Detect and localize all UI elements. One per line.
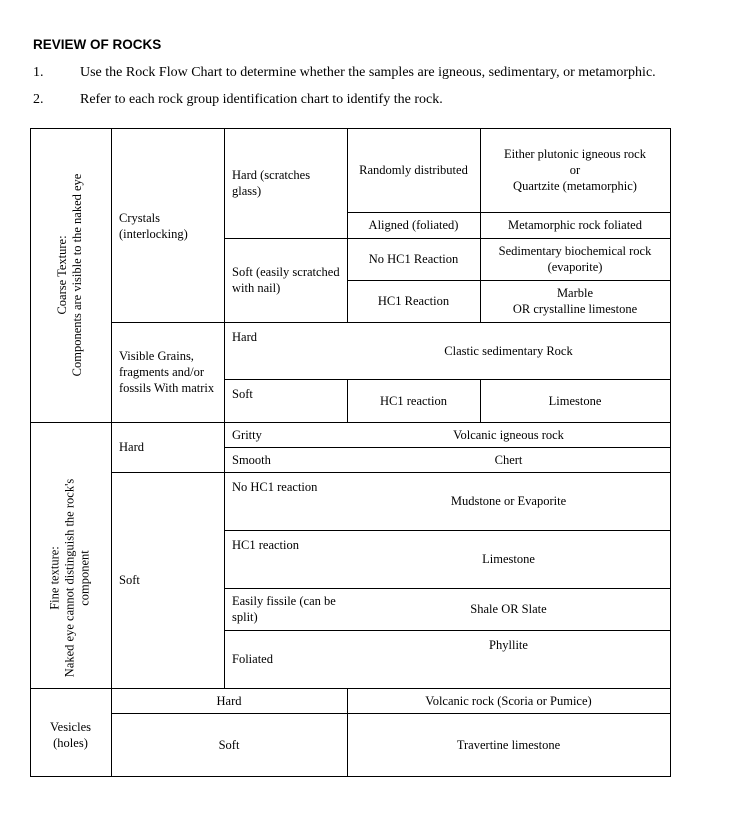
meta-foliated-label: Metamorphic rock foliated bbox=[508, 218, 642, 232]
no-hcl-label: No HC1 Reaction bbox=[368, 252, 459, 266]
vesicles-soft-cell bbox=[111, 713, 347, 776]
no-hcl-cell bbox=[347, 238, 480, 280]
grid-line bbox=[30, 776, 671, 777]
meta-foliated-cell bbox=[480, 212, 670, 238]
limestone-cell bbox=[480, 379, 670, 422]
volcanic-igneous-cell bbox=[347, 422, 670, 447]
chert-label: Chert bbox=[494, 452, 523, 467]
volcanic-rock-cell bbox=[347, 688, 670, 713]
fine-hard-cell bbox=[111, 422, 224, 472]
grains-soft-cell bbox=[224, 379, 347, 422]
vesicles-hard-label: Hard bbox=[216, 693, 242, 708]
smooth-cell bbox=[224, 447, 347, 472]
crystals-soft-cell bbox=[224, 238, 347, 322]
fine-soft-label: Soft bbox=[119, 573, 140, 587]
grid-line bbox=[670, 128, 671, 777]
random-cell bbox=[347, 128, 480, 212]
fine-limestone-cell bbox=[347, 530, 670, 588]
phyllite-label: Phyllite bbox=[489, 638, 528, 652]
crystals-soft-label: Soft (easily scratched with nail) bbox=[232, 265, 340, 295]
grains-hcl-label: HC1 reaction bbox=[380, 393, 447, 408]
page-title: REVIEW OF ROCKS bbox=[33, 37, 162, 52]
grains-hard-label: Hard bbox=[232, 330, 257, 344]
limestone-label: Limestone bbox=[548, 393, 602, 408]
instruction-number: 1. bbox=[33, 65, 44, 80]
coarse-texture-label bbox=[55, 174, 85, 377]
instruction-text: Use the Rock Flow Chart to determine whether the samples are igneous, sedimentary, or metamorphic. bbox=[80, 65, 656, 80]
fine-hcl-cell bbox=[224, 530, 347, 588]
random-label: Randomly distributed bbox=[359, 163, 468, 177]
quartzite-label: Quartzite (metamorphic) bbox=[513, 179, 637, 193]
plutonic-label: Either plutonic igneous rock bbox=[504, 147, 646, 161]
vesicles-soft-label: Soft bbox=[218, 737, 240, 752]
foliated-cell bbox=[224, 630, 347, 688]
sed-biochem-label: Sedimentary biochemical rock (evaporite) bbox=[498, 244, 652, 274]
grains-soft-label: Soft bbox=[232, 387, 253, 401]
plutonic-or: or bbox=[569, 163, 581, 177]
fine-texture-desc-2: component bbox=[77, 550, 92, 606]
shale-label: Shale OR Slate bbox=[470, 602, 547, 616]
aligned-cell bbox=[347, 212, 480, 238]
crystals-label: Crystals (interlocking) bbox=[119, 210, 188, 241]
crystals-hard-cell bbox=[224, 128, 347, 238]
clastic-cell bbox=[347, 322, 670, 379]
mudstone-label: Mudstone or Evaporite bbox=[450, 494, 567, 508]
plutonic-cell bbox=[480, 128, 670, 212]
coarse-texture-desc: Components are visible to the naked eye bbox=[70, 173, 84, 377]
coarse-texture-title: Coarse Texture: bbox=[55, 235, 69, 315]
smooth-label: Smooth bbox=[232, 452, 271, 467]
vesicles-cell bbox=[30, 688, 111, 776]
clastic-label: Clastic sedimentary Rock bbox=[444, 343, 573, 358]
fine-texture-label bbox=[48, 479, 93, 677]
marble-label: Marble bbox=[556, 286, 594, 300]
fine-hard-label: Hard bbox=[119, 440, 144, 454]
crystals-hard-label: Hard (scratches glass) bbox=[232, 168, 311, 198]
fine-texture-desc: Naked eye cannot distinguish the rock's bbox=[62, 478, 77, 678]
fine-hcl-label: HC1 reaction bbox=[232, 538, 299, 552]
fine-limestone-label: Limestone bbox=[482, 552, 535, 566]
hcl-label: HC1 Reaction bbox=[377, 294, 450, 308]
grid-line bbox=[30, 128, 31, 777]
travertine-label: Travertine limestone bbox=[456, 737, 561, 752]
hcl-cell bbox=[347, 280, 480, 322]
foliated-label: Foliated bbox=[232, 652, 273, 666]
crystalline-limestone-label: OR crystalline limestone bbox=[512, 302, 638, 316]
gritty-cell bbox=[224, 422, 347, 447]
fine-soft-cell bbox=[111, 472, 224, 688]
crystals-cell bbox=[111, 128, 224, 323]
vesicles-label: Vesicles (holes) bbox=[50, 720, 91, 750]
gritty-label: Gritty bbox=[232, 427, 262, 442]
mudstone-cell bbox=[347, 472, 670, 530]
vesicles-hard-cell bbox=[111, 688, 347, 713]
volcanic-igneous-label: Volcanic igneous rock bbox=[453, 427, 564, 442]
volcanic-rock-label: Volcanic rock (Scoria or Pumice) bbox=[425, 693, 592, 708]
fissile-cell bbox=[224, 588, 347, 630]
shale-cell bbox=[347, 588, 670, 630]
fine-no-hcl-cell bbox=[224, 472, 347, 530]
grains-label: Visible Grains, fragments and/or fossils With matrix bbox=[119, 349, 215, 395]
fine-texture-title: Fine texture: bbox=[47, 546, 62, 610]
grains-hard-cell bbox=[224, 322, 347, 379]
fine-no-hcl-label: No HC1 reaction bbox=[232, 480, 318, 494]
chert-cell bbox=[347, 447, 670, 472]
instruction-text: Refer to each rock group identification chart to identify the rock. bbox=[80, 92, 443, 107]
grains-hcl-cell bbox=[347, 379, 480, 422]
aligned-label: Aligned (foliated) bbox=[368, 218, 459, 232]
grains-cell bbox=[111, 322, 224, 422]
instruction-number: 2. bbox=[33, 92, 44, 107]
fissile-label: Easily fissile (can be split) bbox=[232, 594, 336, 624]
sed-biochem-cell bbox=[480, 238, 670, 280]
travertine-cell bbox=[347, 713, 670, 776]
phyllite-cell bbox=[347, 630, 670, 660]
marble-cell bbox=[480, 280, 670, 322]
